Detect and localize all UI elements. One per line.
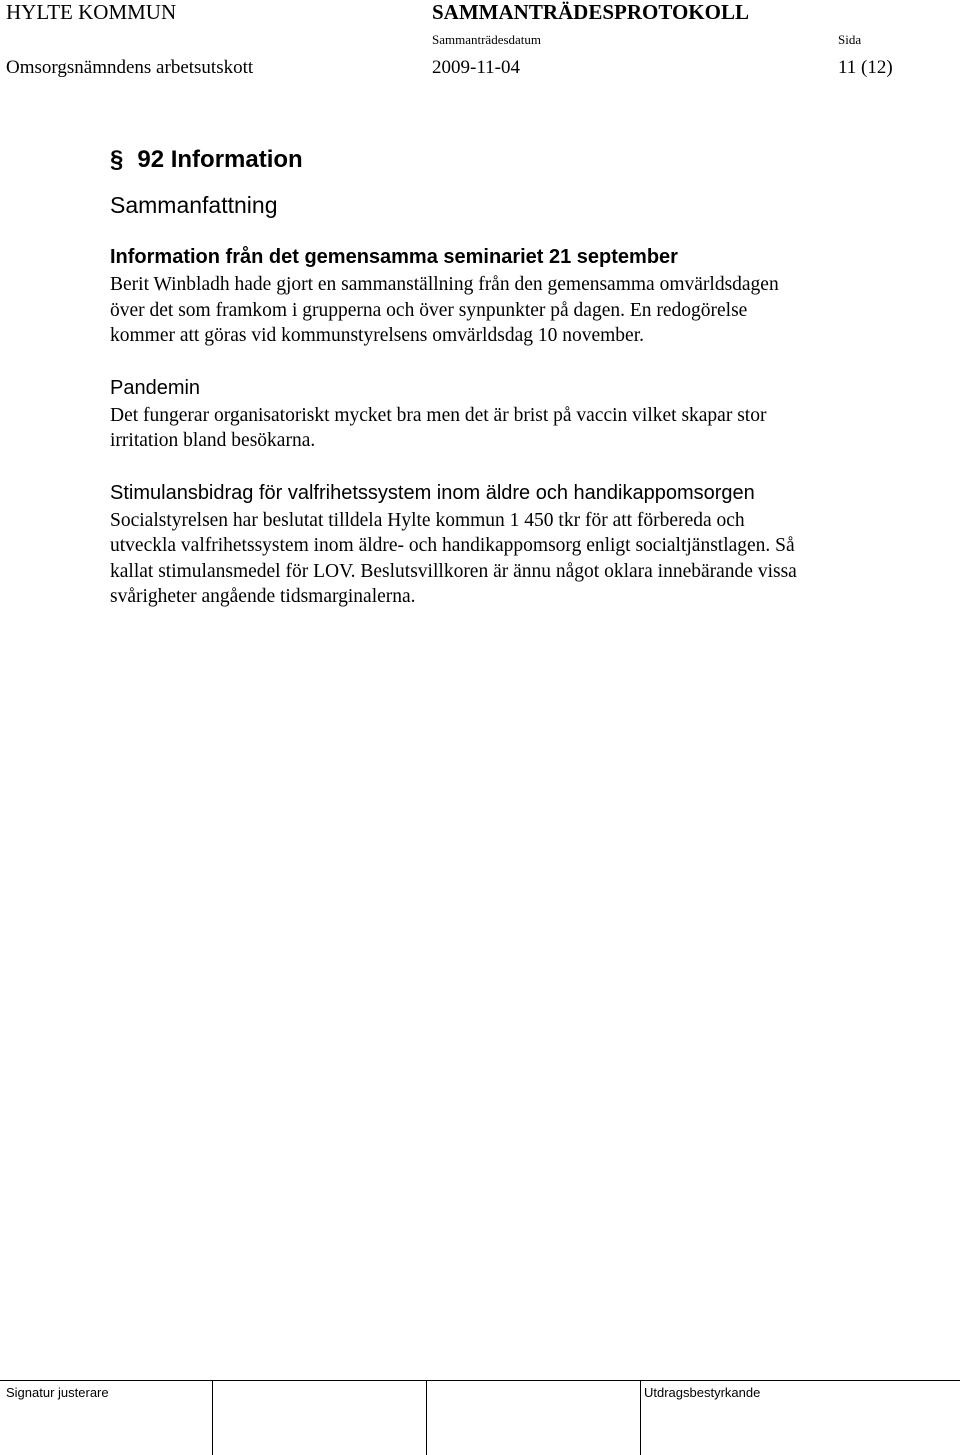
committee-name: Omsorgsnämndens arbetsutskott bbox=[6, 57, 254, 78]
block-text bbox=[110, 272, 910, 349]
signature-label: Signatur justerare bbox=[6, 1385, 109, 1400]
block-text bbox=[110, 508, 910, 610]
section-title-text: 92 Information bbox=[137, 146, 303, 173]
block-text bbox=[110, 403, 910, 454]
block-heading: Stimulansbidrag för valfrihetssystem inom äldre och handikappomsorgen bbox=[110, 481, 755, 504]
signature-footer bbox=[0, 1380, 960, 1455]
info-seminar-block bbox=[110, 244, 910, 349]
block-heading: Pandemin bbox=[110, 376, 201, 399]
document-body bbox=[110, 140, 910, 610]
text-line: Det fungerar organisatoriskt mycket bra men det är brist på vaccin vilket skapar stor bbox=[110, 404, 767, 426]
pandemic-block bbox=[110, 375, 910, 454]
footer-divider bbox=[640, 1381, 641, 1455]
stimulus-grant-block bbox=[110, 480, 910, 610]
organization-name: HYLTE KOMMUN bbox=[6, 0, 177, 24]
text-line: Berit Winbladh hade gjort en sammanställning från den gemensamma omvärldsdagen bbox=[110, 274, 779, 295]
text-line: utveckla valfrihetssystem inom äldre- och handikappomsorg enligt socialtjänstlagen. Så bbox=[110, 535, 795, 556]
text-line: kommer att göras vid kommunstyrelsens omvärldsdag 10 november. bbox=[110, 325, 644, 346]
section-title bbox=[110, 140, 910, 180]
extract-certification-label: Utdragsbestyrkande bbox=[644, 1385, 761, 1400]
text-line: irritation bland besökarna. bbox=[110, 430, 316, 451]
date-label: Sammanträdesdatum bbox=[432, 32, 542, 47]
paragraph-symbol: § bbox=[110, 146, 124, 173]
page-number: 11 (12) bbox=[838, 57, 893, 78]
block-heading: Information från det gemensamma seminariet 21 september bbox=[110, 246, 678, 268]
summary-title: Sammanfattning bbox=[110, 192, 278, 218]
text-line: över det som framkom i grupperna och över synpunkter på dagen. En redogörelse bbox=[110, 299, 748, 321]
text-line: svårigheter angående tidsmarginalerna. bbox=[110, 586, 416, 607]
text-line: Socialstyrelsen har beslutat tilldela Hylte kommun 1 450 tkr för att förbereda och bbox=[110, 509, 745, 531]
meeting-date: 2009-11-04 bbox=[432, 57, 520, 78]
footer-divider bbox=[426, 1381, 427, 1455]
footer-divider bbox=[212, 1381, 213, 1455]
document-type: SAMMANTRÄDESPROTOKOLL bbox=[432, 0, 749, 24]
text-line: kallat stimulansmedel för LOV. Beslutsvillkoren är ännu något oklara innebärande vissa bbox=[110, 560, 797, 582]
page-label: Sida bbox=[838, 32, 862, 47]
